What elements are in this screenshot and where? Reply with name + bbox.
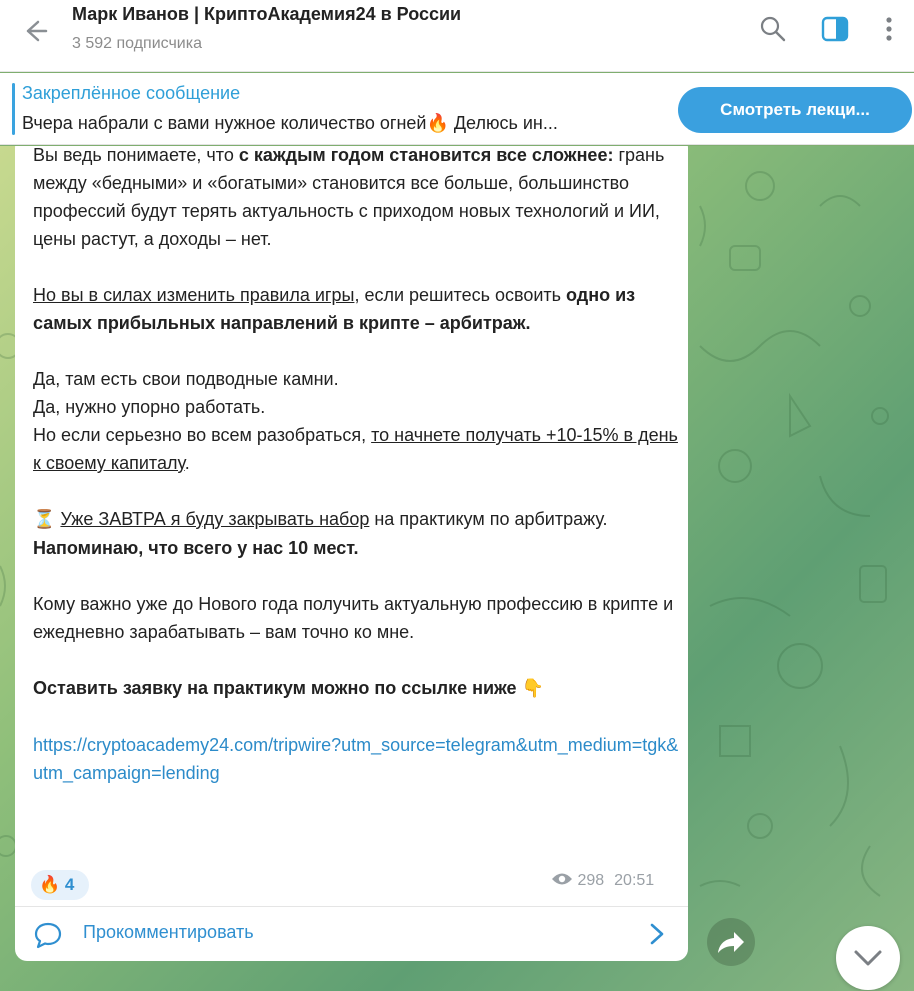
message-link[interactable]: https://cryptoacademy24.com/tripwire?utm_source=telegram&utm_medium=tgk&utm_campaign=lending bbox=[33, 735, 679, 783]
back-arrow-icon[interactable] bbox=[16, 14, 50, 48]
message-paragraph: Кому важно уже до Нового года получить актуальную профессию в крипте и ежедневно зарабатывать – вам точно ко мне. bbox=[33, 594, 674, 642]
message-paragraph: Оставить заявку на практикум можно по ссылке ниже 👇 bbox=[33, 674, 683, 703]
message-paragraph: ⏳ Уже ЗАВТРА я буду закрывать набор на практикум по арбитражу. Напоминаю, что всего у нас 10 мест. bbox=[33, 505, 683, 562]
comment-icon bbox=[33, 921, 63, 949]
chevron-down-icon bbox=[836, 926, 900, 990]
reaction-count: 4 bbox=[64, 875, 75, 894]
chevron-right-icon bbox=[649, 921, 665, 951]
message-text bbox=[33, 146, 683, 815]
pinned-message-bar[interactable] bbox=[0, 73, 914, 145]
sidebar-toggle-icon[interactable] bbox=[820, 14, 850, 44]
message-paragraph: Но вы в силах изменить правила игры, если решитесь освоить одно из самых прибыльных направлений в крипте – арбитраж. bbox=[33, 285, 636, 333]
pinned-text: Вчера набрали с вами нужное количество огней🔥 Делюсь ин... bbox=[22, 113, 558, 133]
share-button[interactable] bbox=[707, 918, 755, 966]
search-icon[interactable] bbox=[758, 14, 788, 44]
scroll-down-button[interactable] bbox=[836, 926, 900, 990]
reaction-chip[interactable] bbox=[31, 870, 89, 900]
comment-label: Прокомментировать bbox=[83, 922, 254, 942]
channel-title[interactable]: Марк Иванов | КриптоАкадемия24 в России bbox=[72, 4, 462, 24]
share-arrow-icon bbox=[707, 918, 755, 966]
fire-icon: 🔥 bbox=[39, 875, 61, 894]
message-time: 20:51 bbox=[614, 872, 655, 889]
pinned-title: Закреплённое сообщение bbox=[22, 83, 241, 103]
view-count: 298 bbox=[577, 872, 605, 889]
pinned-action-button[interactable]: Смотреть лекци... bbox=[678, 87, 912, 133]
pinned-indicator bbox=[12, 83, 15, 135]
chat-header bbox=[0, 0, 914, 72]
message-paragraph: Да, там есть свои подводные камни. Да, нужно упорно работать. Но если серьезно во всем разобраться, то начнете получать +10-15% в день к своему капиталу. bbox=[33, 369, 678, 473]
pointing-down-icon: 👇 bbox=[521, 678, 545, 699]
eye-icon bbox=[551, 872, 573, 886]
hourglass-icon: ⏳ bbox=[33, 509, 56, 530]
message-meta bbox=[551, 872, 664, 890]
more-options-icon[interactable] bbox=[874, 14, 904, 44]
chat-area bbox=[0, 146, 914, 991]
message-paragraph: Вы ведь понимаете, что с каждым годом становится все сложнее: грань между «бедными» и «богатыми» становится все больше, большинство профессий будут терять актуальность с приходом новых технологий и ИИ, цены растут, а доходы – нет. bbox=[33, 146, 665, 249]
subscriber-count: 3 592 подписчика bbox=[72, 35, 202, 52]
message-bubble bbox=[15, 146, 688, 961]
comment-button[interactable] bbox=[15, 907, 688, 961]
